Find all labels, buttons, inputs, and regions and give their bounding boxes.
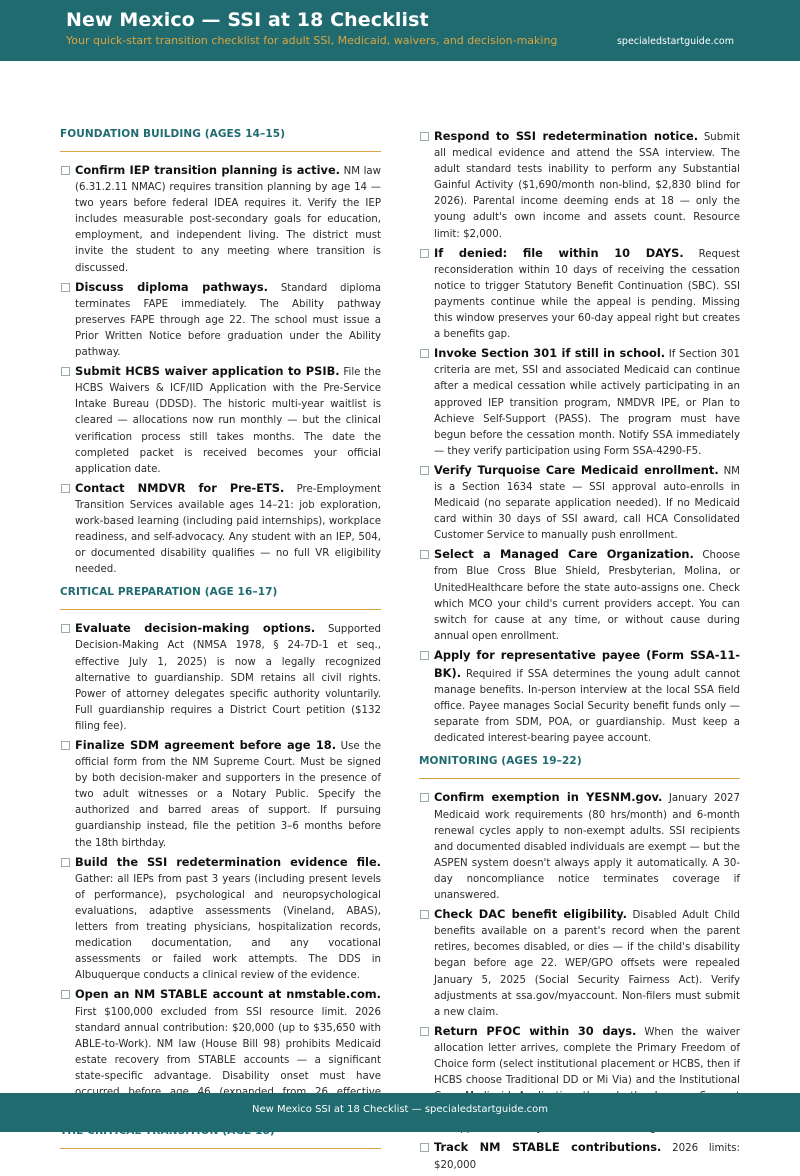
item-lead: Confirm exemption in YESNM.gov.: [434, 790, 663, 805]
checklist-item: [419, 345, 740, 460]
item-body: January 2027 Medicaid work requirements (80 hrs/month) and 6-month renewal cycles apply to non-exempt adults. SSI recipients and documented disabled individuals are exempt — but the ASPEN system doesn't always apply it automatically. A 30-day noncompliance notice terminates coverage if unanswered.: [434, 793, 740, 902]
checklist-item: [419, 1139, 740, 1173]
page-header: [0, 0, 800, 61]
checklist-item: [419, 462, 740, 544]
checklist-item: [419, 546, 740, 645]
item-lead: Track NM STABLE contributions.: [434, 1140, 662, 1155]
item-body: NM is a Section 1634 state — SSI approval auto-enrolls in Medicaid (no separate application needed). If no Medicaid card within 30 days of SSI award, call HCA Consolidated Customer Service to manually push enrollment.: [434, 465, 740, 542]
checklist-item: [419, 647, 740, 748]
checkbox[interactable]: [61, 166, 70, 175]
item-lead: Return PFOC within 30 days.: [434, 1023, 637, 1038]
checkbox[interactable]: [420, 349, 429, 358]
item-body: Supported Decision-Making Act (NMSA 1978, § 24-7D-1 et seq., effective July 1, 2025) is now a legally recognized alternative to guardianship. SDM retains all civil rights. Power of attorney delegates specific authority voluntarily. Full guardianship requires a District Court petition ($132 filing fee).: [75, 624, 381, 732]
checklist-item: [419, 245, 740, 344]
checkbox[interactable]: [420, 249, 429, 258]
checkbox[interactable]: [420, 466, 429, 475]
checkbox[interactable]: [420, 910, 429, 919]
item-body: Required if SSA determines the young adult cannot manage benefits. In-person interview at the local SSA field office. Payee manages Social Security benefit funds only — separate from SDM, POA, or guardianship. Must keep a dedicated interest-bearing payee account.: [434, 669, 740, 745]
item-body: When the waiver allocation letter arrives, complete the Primary Freedom of Choice form (select institutional placement or HCBS, then if HCBS choose Traditional DD or Mi Via) and the Institutional: [434, 1026, 741, 1087]
item-lead: Submit HCBS waiver application to PSIB.: [75, 364, 340, 379]
item-body: If Section 301 criteria are met, SSI and associated Medicaid can continue after a medical cessation while actively participating in an approved IEP transition program, NMDVR IPE, or Plan to Achieve Self-Support (PASS). The program must have begun before the cessation month. Notify SSA immediately — they verify participation using Form SSA-4290-F5.: [434, 349, 740, 457]
checklist-item: [60, 737, 381, 852]
checkbox[interactable]: [61, 484, 70, 493]
section-heading-critical-preparation-age-16-17: CRITICAL PREPARATION (AGE 16–17): [60, 586, 381, 610]
checkbox[interactable]: [61, 741, 70, 750]
checkbox[interactable]: [420, 1027, 429, 1036]
item-body: File the HCBS Waivers & ICF/IID Application with the Pre-Service Intake Bureau (DDSD). The historic multi-year waitlist is cleared — allocations now run monthly — but the clinical verification process still takes months. The date the completed packet is received becomes your official application date.: [75, 367, 381, 475]
item-body: Use the official form from the NM Supreme Court. Must be signed by both decision-maker and supporters in the presence of two adult witnesses or a Notary Public. Specify the authorized and barred areas of support. If pursuing guardianship instead, file the petition 3–6 months before the 18th birthday.: [75, 741, 381, 849]
checkbox[interactable]: [420, 651, 429, 660]
checkbox[interactable]: [61, 624, 70, 633]
checklist-item: [419, 789, 740, 904]
item-body: NM law (6.31.2.11 NMAC) requires transition planning by age 14 — two years before federal IDEA requires it. Verify the IEP includes measurable post-secondary goals for education, employment, and independent living. The district must invite the student to any meeting where transition is discussed.: [75, 166, 381, 274]
checklist-item: [60, 480, 381, 579]
item-lead: Open an NM STABLE account at nmstable.com.: [75, 987, 381, 1002]
item-lead: Check DAC benefit eligibility.: [434, 907, 628, 922]
checklist-item: [60, 279, 381, 361]
item-lead: Evaluate decision-making options.: [75, 621, 316, 636]
site-url[interactable]: specialedstartguide.com: [616, 36, 734, 47]
item-lead: Apply for representative payee (Form SSA-11-BK).: [434, 647, 740, 680]
item-body: Submit all medical evidence and attend the SSA interview. The adult standard tests inability to perform any Substantial Gainful Activity ($1,690/month non-blind, $2,830 blind for 2026). Parental income deeming ends at 18 — only the young adult's own income and assets count. Resource limit: $2,000.: [434, 132, 740, 240]
checklist-item: [419, 906, 740, 1021]
item-lead: If denied: file within 10 DAYS.: [434, 245, 684, 260]
checkbox[interactable]: [61, 367, 70, 376]
right-column: [419, 128, 740, 1176]
checklist-item: [60, 162, 381, 277]
item-lead: Confirm IEP transition planning is active.: [75, 163, 341, 177]
item-lead: Invoke Section 301 if still in school.: [434, 346, 666, 361]
item-body: Disabled Adult Child benefits available on a parent's record when the parent retires, becomes disabled, or dies — if the child's disability began before age 22. WEP/GPO offsets were repealed January 5, 2025 (Social Security Fairness Act). Verify adjustments at ssa.gov/myaccount. Non-filers must submit a new claim.: [434, 910, 740, 1018]
section-heading-foundation-building-ages-14-15: FOUNDATION BUILDING (AGES 14–15): [60, 128, 381, 152]
page-footer: New Mexico SSI at 18 Checklist — specialedstartguide.com: [0, 1093, 800, 1132]
checklist-item: [419, 128, 740, 243]
item-body: Standard diploma terminates FAPE immediately. The Ability pathway preserves FAPE through age 22. The school must issue a Prior Written Notice before graduation under the Ability pathway.: [75, 282, 382, 359]
page-title: New Mexico — SSI at 18 Checklist: [66, 9, 429, 31]
checklist-item: [60, 363, 381, 478]
item-body: Request reconsideration within 10 days of receiving the cessation notice to trigger Statutory Benefit Continuation (SBC). SSI payments continue while the appeal is pending. Missing this window preserves your 60-day appeal right but creates a benefits gap.: [434, 248, 740, 341]
item-lead: Build the SSI redetermination evidence file.: [75, 854, 381, 869]
item-body: Choose from Blue Cross Blue Shield, Presbyterian, Molina, or UnitedHealthcare before the state auto-assigns one. Check which MCO your child's current providers accept. You can switch for cause at any time, or without cause during annual open enrollment.: [434, 550, 740, 642]
checklist-item: [60, 620, 381, 735]
checklist-item: [60, 854, 381, 985]
item-lead: Verify Turquoise Care Medicaid enrollment.: [434, 462, 719, 477]
item-lead: Contact NMDVR for Pre-ETS.: [75, 480, 285, 495]
item-body: 2026 limits: $20,000: [434, 1143, 740, 1171]
item-lead: Finalize SDM agreement before age 18.: [75, 738, 337, 752]
section-heading-monitoring-ages-19-22: MONITORING (AGES 19–22): [419, 755, 740, 779]
checkbox[interactable]: [61, 858, 70, 867]
checkbox[interactable]: [420, 1143, 429, 1152]
checkbox[interactable]: [420, 132, 429, 141]
checkbox[interactable]: [61, 283, 70, 292]
left-column: [60, 128, 381, 1159]
checkbox[interactable]: [420, 550, 429, 559]
item-body: First $100,000 excluded from SSI resource limit. 2026 standard annual contribution: $20,000 (up to $35,650 with ABLE-to-Work). NM law (House Bill 98) prohibits Medicaid estate recovery from STABLE accounts — a significant state-specific advantage. Disability onset must have: [75, 1006, 381, 1082]
item-body: Gather: all IEPs from past 3 years (including present levels of performance), psychological and neuropsychological evaluations, adaptive assessments (Vineland, ABAS), letters from treating physicians, hospitalization records, medication documentation, and any vocational assessments or failed work attempts. The DDS in Albuquerque conducts a clinical review of the evidence.: [75, 873, 381, 982]
checkbox[interactable]: [420, 793, 429, 802]
checkbox[interactable]: [61, 990, 70, 999]
item-body: Pre-Employment Transition Services available ages 14–21: job exploration, work-based learning (including paid internships), workplace readiness, and self-advocacy. Any student with an IEP, 504, or documented disability qualifies — no full VR eligibility needed.: [75, 483, 382, 576]
page-subtitle: Your quick-start transition checklist for adult SSI, Medicaid, waivers, and decision-making: [66, 34, 558, 47]
item-lead: Discuss diploma pathways.: [75, 279, 268, 294]
item-lead: Respond to SSI redetermination notice.: [434, 129, 699, 143]
item-lead: Select a Managed Care Organization.: [434, 547, 694, 562]
